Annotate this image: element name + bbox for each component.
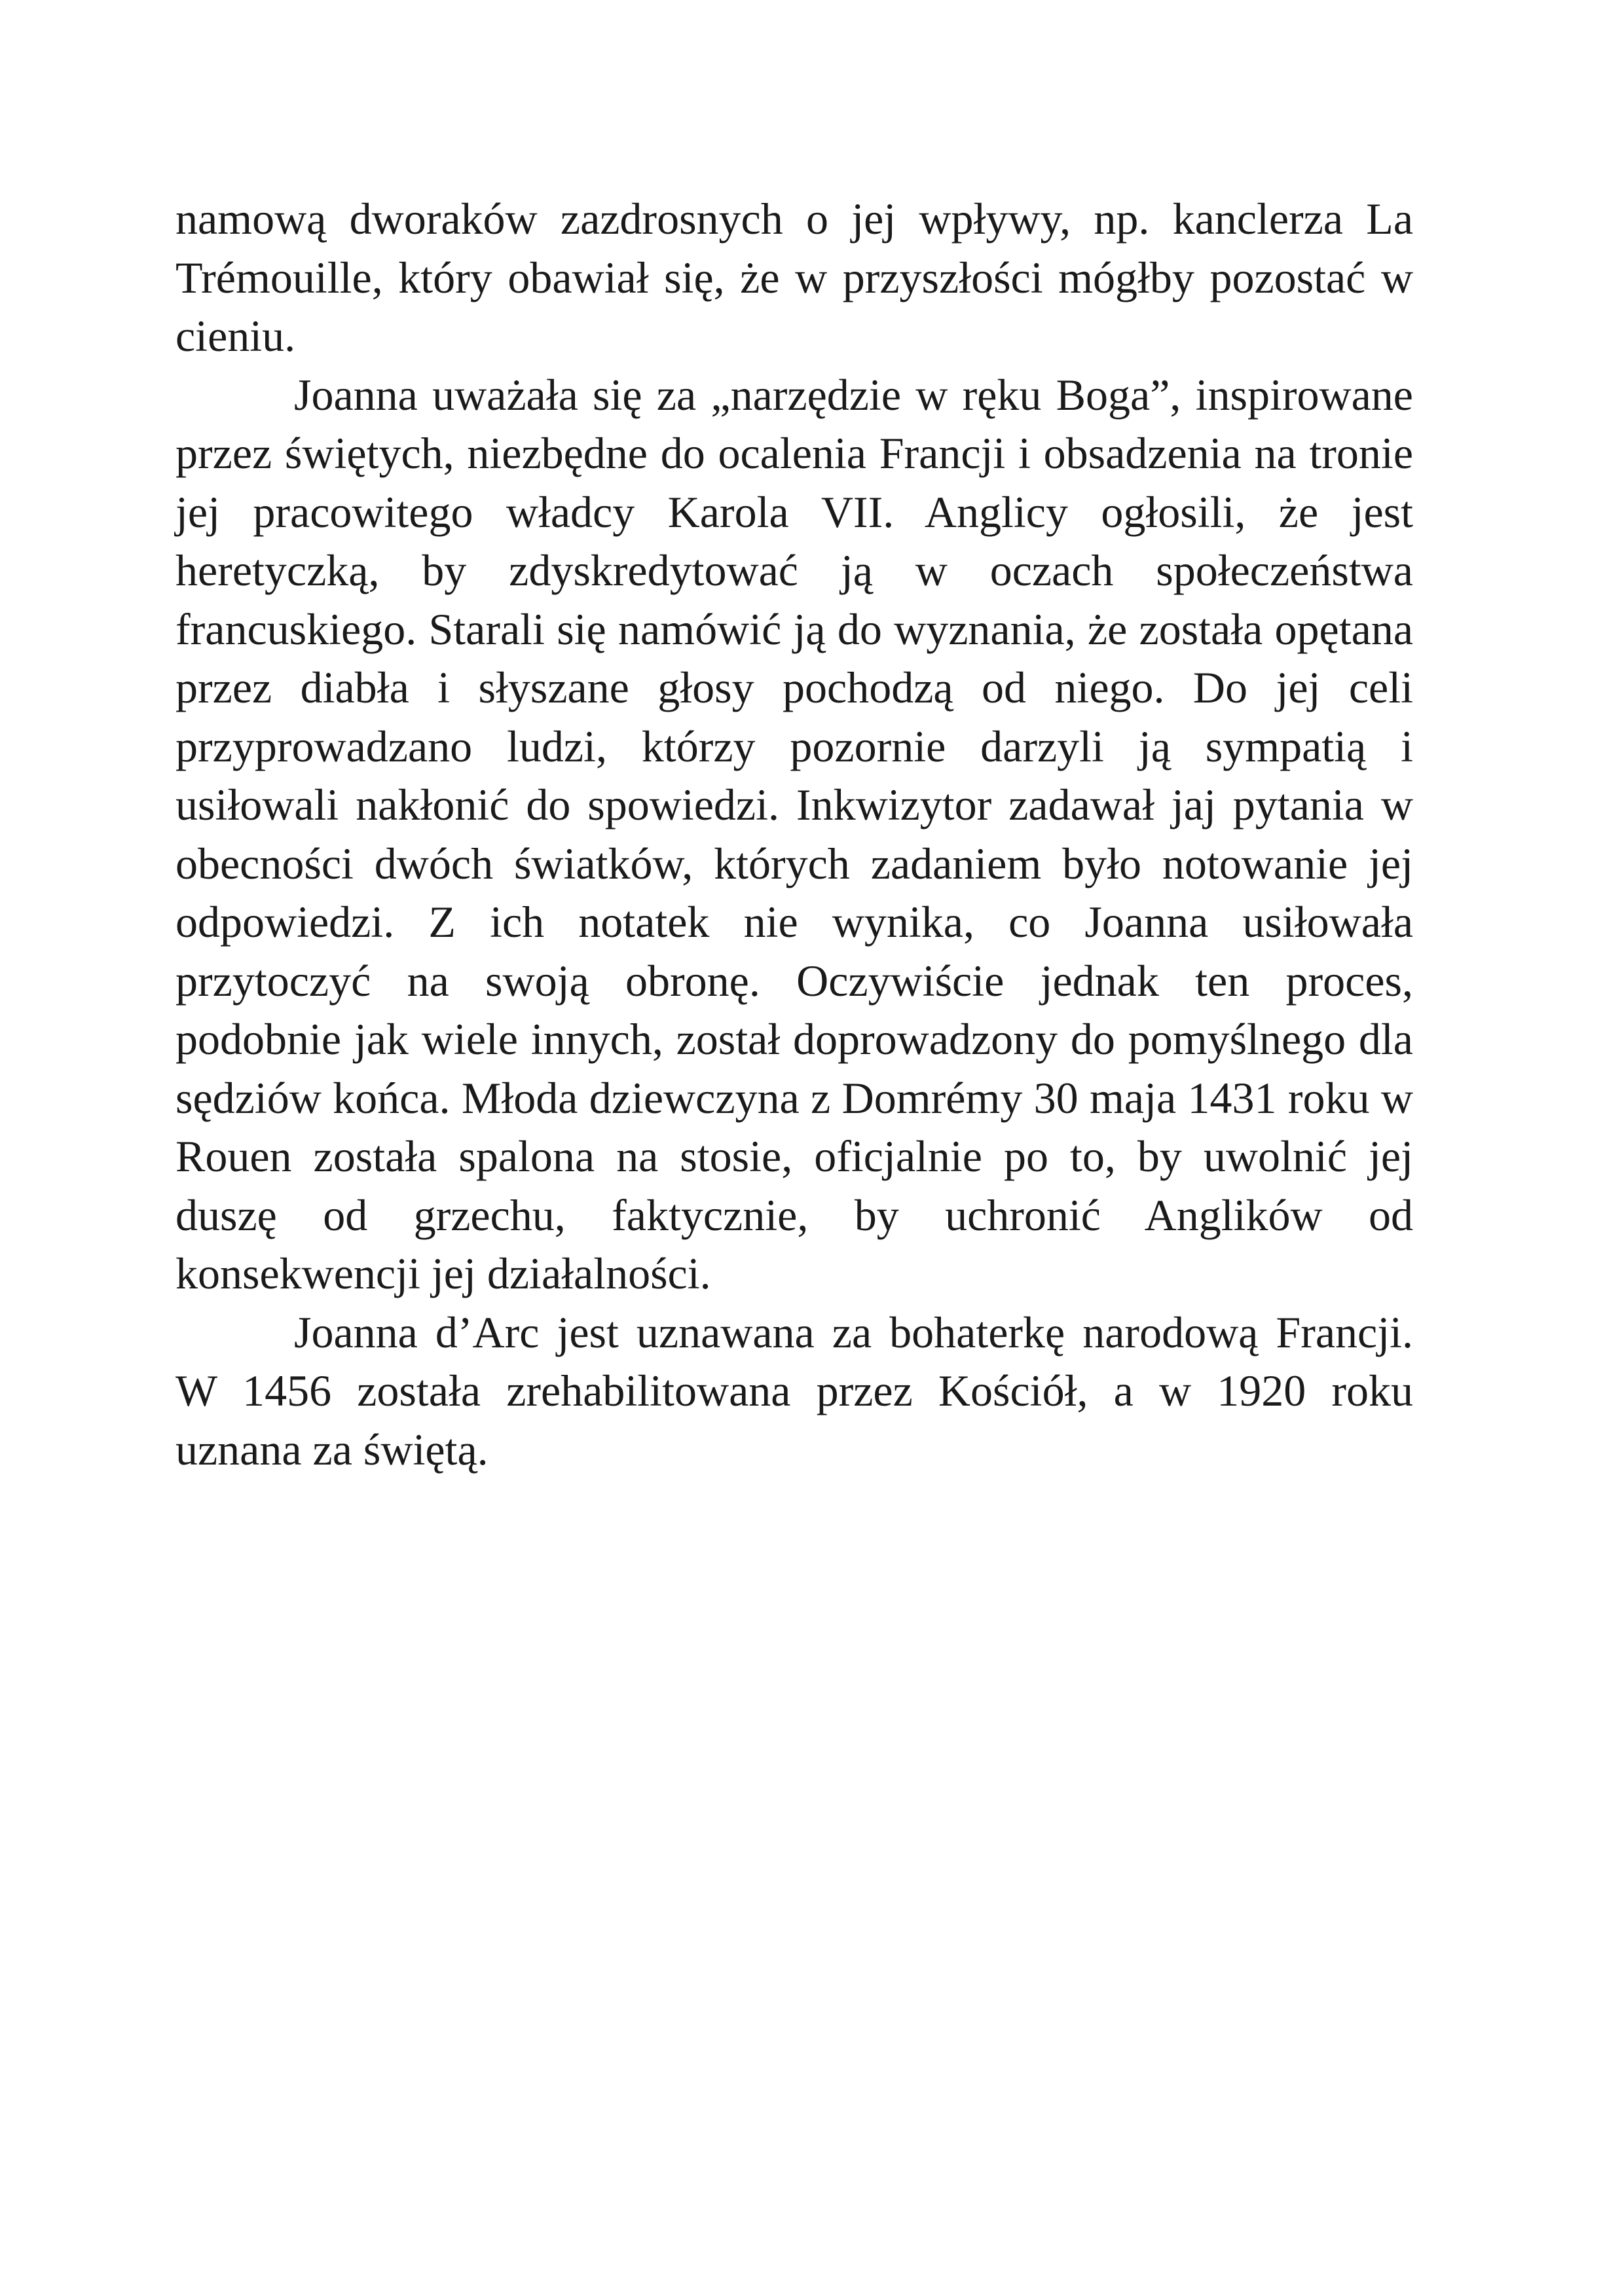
paragraph-2: Joanna uważała się za „narzędzie w ręku Boga”, inspirowane przez świętych, niezbędne do ocalenia Francji i obsadzenia na tronie jej pracowitego władcy Karola VII. Anglicy ogłosili, że jest heretyczką, by zdyskredytować ją w oczach społeczeństwa francuskiego. Starali się namówić ją do wyznania, że została opętana przez diabła i słyszane głosy pochodzą od niego. Do jej celi przyprowadzano ludzi, którzy pozornie darzyli ją sympatią i usiłowali nakłonić do spowiedzi. Inkwizytor zadawał jaj pytania w obecności dwóch światków, których zadaniem było notowanie jej odpowiedzi. Z ich notatek nie wynika, co Joanna usiłowała przytoczyć na swoją obronę. Oczywiście jednak ten proces, podobnie jak wiele innych, został doprowadzony do pomyślnego dla sędziów końca. Młoda dziewczyna z Domrémy 30 maja 1431 roku w Rouen została spalona na stosie, oficjalnie po to, by uwolnić jej duszę od grzechu, faktycznie, by uchronić Anglików od konsekwencji jej działalności. <box>175 369 1413 1298</box>
paragraph-1: namową dworaków zazdrosnych o jej wpływy, np. kanclerza La Trémouille, który obawiał się, że w przyszłości mógłby pozostać w cieniu. <box>175 194 1413 361</box>
paragraph-3: Joanna d’Arc jest uznawana za bohaterkę narodową Francji. W 1456 została zrehabilitowana przez Kościół, a w 1920 roku uznana za świętą. <box>175 1307 1413 1474</box>
body-text <box>175 190 1413 1479</box>
